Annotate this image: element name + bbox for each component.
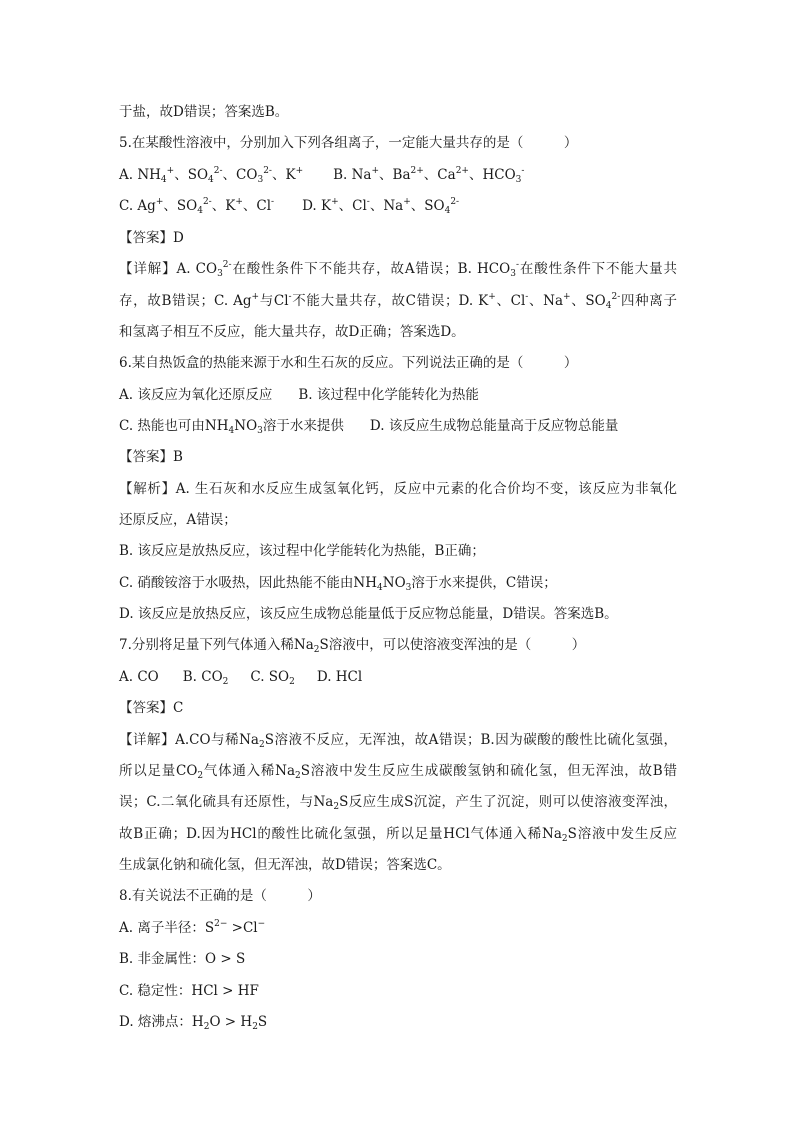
q6-option-c: C. 热能也可由$NH_4NO_3$溶于水来提供 <box>119 418 344 436</box>
q6-option-b: B. 该过程中化学能转化为热能 <box>298 387 479 403</box>
q6-option-a: A. 该反应为氧化还原反应 <box>119 387 273 403</box>
q7-option-d: D. HCl <box>316 669 363 685</box>
q5-options-ab <box>119 166 524 184</box>
q7-option-a: A. CO <box>119 669 159 685</box>
q7-option-b: B. $CO_2$ <box>182 669 229 687</box>
q5-answer: 【答案】D <box>119 230 184 246</box>
q7-options <box>119 668 362 686</box>
q6-answer: 【答案】B <box>119 449 183 465</box>
q5-option-d: D. K+、Cl-、Na+、$SO_4^{2-}$ <box>302 197 460 216</box>
q8-option-c: C. 稳定性：HCl > HF <box>119 983 259 999</box>
q7-explanation-5: 生成氯化钠和硫化氢，但无浑浊，故D错误；答案选C。 <box>119 857 451 873</box>
q8-option-b: B. 非金属性：O > S <box>119 951 246 967</box>
q6-option-d: D. 该反应生成物总能量高于反应物总能量 <box>369 418 619 434</box>
q8-option-a: A. 离子半径：$S^{2-} >Cl^-$ <box>119 919 266 936</box>
q7-explanation-4: 故B正确；D.因为HCl的酸性比硫化氢强，所以足量HCl气体通入稀$Na_2S$溶液中发生反应 <box>119 826 677 844</box>
question-6: 6.某自热饭盒的热能来源于水和生石灰的反应。下列说法正确的是（ ） <box>119 355 578 371</box>
q5-explanation-2: 存，故B错误；C. Ag+与Cl-不能大量共存，故C错误；D. K+、Cl-、Na+、$SO_4^{2-}$四种离子 <box>119 292 677 311</box>
q7-explanation-1: 【详解】A.CO与稀$Na_2S$溶液不反应，无浑浊，故A错误；B.因为碳酸的酸性比硫化氢强， <box>119 732 677 750</box>
q6-explanation-4: C. 硝酸铵溶于水吸热，因此热能不能由$NH_4NO_3$溶于水来提供，C错误； <box>119 575 557 593</box>
q6-explanation-5: D. 该反应是放热反应，该反应生成物总能量低于反应物总能量，D错误。答案选B。 <box>119 606 618 622</box>
question-5: 5.在某酸性溶液中，分别加入下列各组离子，一定能大量共存的是（ ） <box>119 135 578 151</box>
q6-options-cd <box>119 417 618 435</box>
q6-explanation-2: 还原反应，A错误； <box>119 512 237 528</box>
q7-explanation-2: 所以足量$CO_2$气体通入稀$Na_2S$溶液中发生反应生成碳酸氢钠和硫化氢，但无浑浊，故B错 <box>119 763 677 781</box>
question-8: 8.有关说法不正确的是（ ） <box>119 888 321 904</box>
q5-explanation-1: 【详解】A. $CO_3^{2-}$在酸性条件下不能共存，故A错误；B. $HCO_3^-$在酸性条件下不能大量共 <box>119 260 677 279</box>
q5-option-a: A. $NH_4^+$、$SO_4^{2-}$、$CO_3^{2-}$、K+ <box>119 166 304 185</box>
q5-options-cd <box>119 197 459 215</box>
q6-options-ab <box>119 386 479 404</box>
q6-explanation-1: 【解析】A. 生石灰和水反应生成氢氧化钙，反应中元素的化合价均不变，该反应为非氧化 <box>119 481 677 497</box>
q5-explanation-3: 和氢离子相互不反应，能大量共存，故D正确；答案选D。 <box>119 324 465 340</box>
q6-explanation-3: B. 该反应是放热反应，该过程中化学能转化为热能，B正确； <box>119 543 485 559</box>
q5-option-b: B. Na+、$Ba^{2+}$、$Ca^{2+}$、$HCO_3^-$ <box>333 166 525 185</box>
question-7: 7.分别将足量下列气体通入稀$Na_2S$溶液中，可以使溶液变浑浊的是（ ） <box>119 637 586 655</box>
q7-option-c: C. $SO_2$ <box>250 669 295 687</box>
q8-option-d: D. 熔沸点：$H_2O > H_2S$ <box>119 1014 268 1032</box>
q5-option-c: C. Ag+、$SO_4^{2-}$、K+、Cl- <box>119 197 275 216</box>
q7-answer: 【答案】C <box>119 700 184 716</box>
q7-explanation-3: 误；C.二氧化硫具有还原性，与$Na_2S$反应生成S沉淀，产生了沉淀，则可以使溶液变浑浊， <box>119 794 677 812</box>
text-line: 于盐，故D错误；答案选B。 <box>119 104 289 120</box>
